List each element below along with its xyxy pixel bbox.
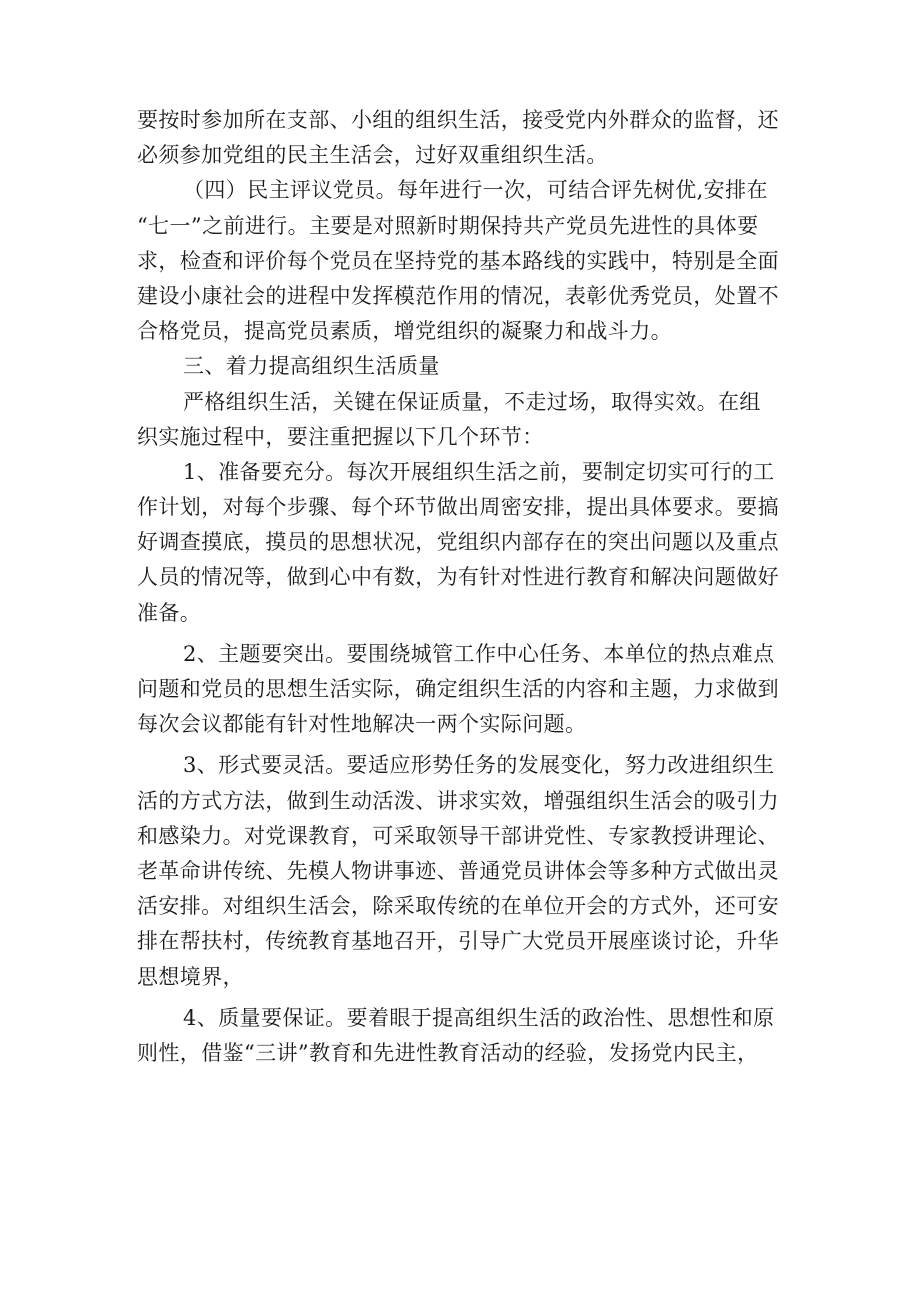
body-line: 织实施过程中，要注重把握以下几个环节： bbox=[137, 424, 544, 449]
body-line: 严格组织生活，关键在保证质量，不走过场，取得实效。在组 bbox=[183, 389, 761, 414]
item-three-heading-line: 3、形式要灵活。要适应形势任务的发展变化，努力改进组织生 bbox=[183, 753, 775, 778]
document-body bbox=[137, 103, 797, 1071]
body-line: 排在帮扶村，传统教育基地召开，引导广大党员开展座谈讨论，升华 bbox=[137, 929, 779, 954]
body-line: 要按时参加所在支部、小组的组织生活，接受党内外群众的监督，还 bbox=[137, 108, 779, 132]
body-line: 合格党员，提高党员素质，增党组织的凝聚力和战斗力。 bbox=[137, 319, 672, 344]
body-line: 求，检查和评价每个党员在坚持党的基本路线的实践中，特别是全面 bbox=[137, 248, 779, 273]
body-line: 问题和党员的思想生活实际，确定组织生活的内容和主题，力求做到 bbox=[137, 677, 779, 701]
body-line: 思想境界， bbox=[137, 964, 244, 989]
section-three-heading: 三、着力提高组织生活质量 bbox=[183, 354, 440, 379]
item-four-heading-line: 4、质量要保证。要着眼于提高组织生活的政治性、思想性和原 bbox=[183, 1005, 775, 1030]
body-line: 准备。 bbox=[137, 600, 202, 625]
body-line: 活的方式方法，做到生动活泼、讲求实效，增强组织生活会的吸引力 bbox=[137, 788, 779, 813]
body-line: 建设小康社会的进程中发挥模范作用的情况，表彰优秀党员，处置不 bbox=[137, 283, 779, 308]
body-line: 老革命讲传统、先模人物讲事迹、普通党员讲体会等多种方式做出灵 bbox=[137, 858, 779, 883]
body-line: 每次会议都能有针对性地解决一两个实际问题。 bbox=[137, 712, 587, 737]
body-line: 作计划，对每个步骤、每个环节做出周密安排，提出具体要求。要搞 bbox=[137, 495, 779, 520]
body-line: “七一”之前进行。主要是对照新时期保持共产党员先进性的具体要 bbox=[137, 213, 759, 238]
body-line: 活安排。对组织生活会，除采取传统的在单位开会的方式外，还可安 bbox=[137, 894, 779, 919]
body-line: 必须参加党组的民主生活会，过好双重组织生活。 bbox=[137, 143, 608, 168]
section-four-heading-line: （四）民主评议党员。每年进行一次，可结合评先树优,安排在 bbox=[183, 178, 768, 203]
body-line: 则性，借鉴“三讲”教育和先进性教育活动的经验，发扬党内民主， bbox=[137, 1040, 759, 1065]
item-one-heading-line: 1、准备要充分。每次开展组织生活之前，要制定切实可行的工 bbox=[183, 459, 775, 484]
body-line: 人员的情况等，做到心中有数，为有针对性进行教育和解决问题做好 bbox=[137, 565, 779, 590]
body-line: 好调查摸底，摸员的思想状况，党组织内部存在的突出问题以及重点 bbox=[137, 530, 779, 555]
body-line: 和感染力。对党课教育，可采取领导干部讲党性、专家教授讲理论、 bbox=[137, 823, 779, 848]
item-two-heading-line: 2、主题要突出。要围绕城管工作中心任务、本单位的热点难点 bbox=[183, 641, 775, 666]
